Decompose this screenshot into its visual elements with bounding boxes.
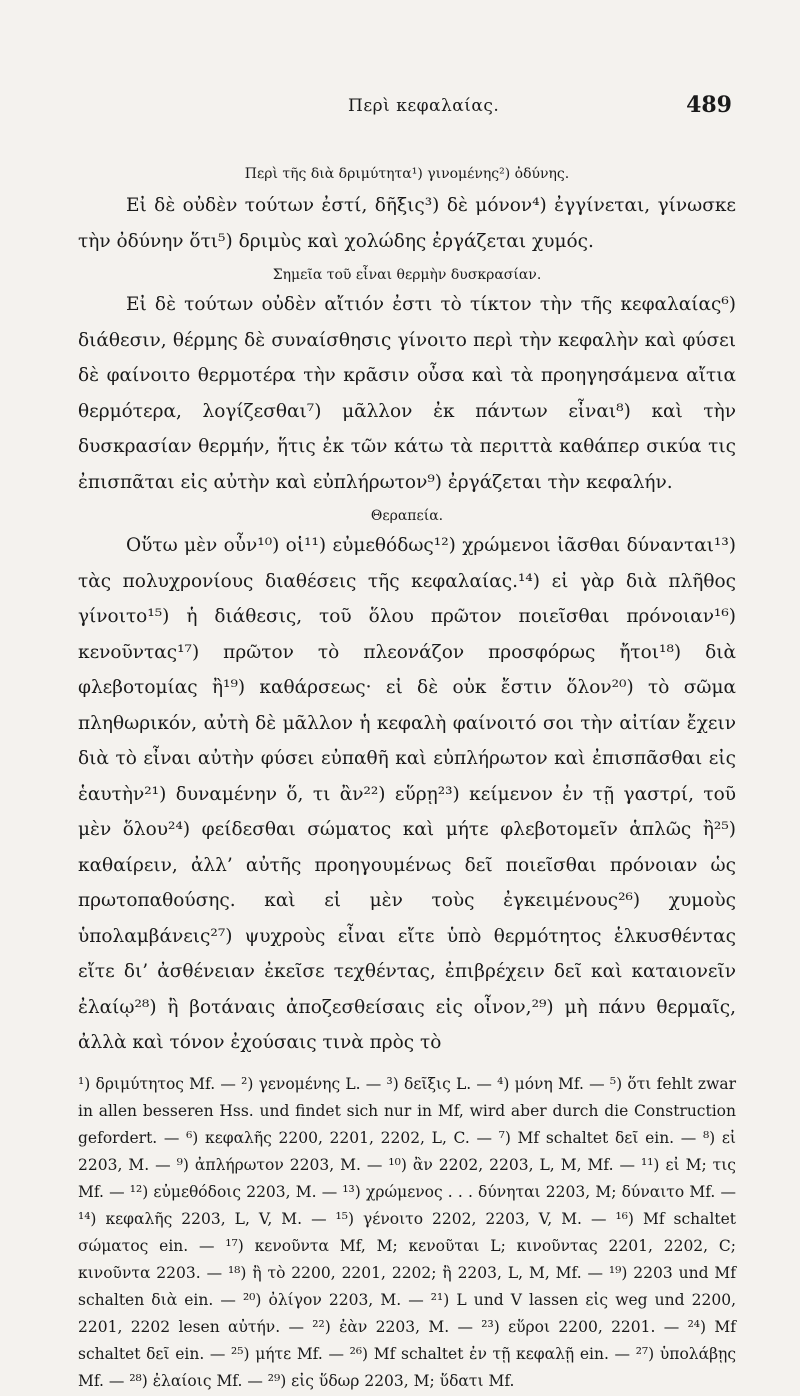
footnotes bbox=[78, 1071, 736, 1395]
paragraph-signs bbox=[78, 287, 736, 500]
page-number: 489 bbox=[686, 92, 732, 118]
section-heading-signs: Σημεῖα τοῦ εἶναι θερμὴν δυσκρασίαν. bbox=[272, 267, 542, 283]
section-heading-therapy: Θεραπεία. bbox=[370, 508, 444, 524]
paragraph-signs-text: Εἰ δὲ τούτων οὐδὲν αἴτιόν ἐστι τὸ τίκτον τὴν τῆς κεφαλαίας⁶) διάθεσιν, θέρμης δὲ συναίσθησις γίνοιτο περὶ τὴν κεφαλὴν καὶ φύσει δὲ φαίνοιτο θερμοτέρα τὴν κρᾶσιν οὖσα καὶ τὰ προηγησάμενα αἴτια θερμότερα, λογίζεσθαι⁷) μᾶλλον ἐκ πάντων εἶναι⁸) καὶ τὴν δυσκρασίαν θερμήν, ἥτις ἐκ τῶν κάτω τὰ περιττὰ καθάπερ σικύα τις ἐπισπᾶται εἰς αὐτὴν καὶ εὐπλήρωτον⁹) ἐργάζεται τὴν κεφαλήν. bbox=[78, 294, 736, 493]
running-title: Περὶ κεφαλαίας. bbox=[348, 96, 500, 116]
paragraph-pain-text: Εἰ δὲ οὐδὲν τούτων ἐστί, δῆξις³) δὲ μόνον⁴) ἐγγίνεται, γίνωσκε τὴν ὀδύνην ὅτι⁵) δριμὺς καὶ χολώδης ἐργάζεται χυμός. bbox=[78, 195, 736, 252]
running-head bbox=[78, 92, 736, 126]
footnote-block: ¹) δριμύτητος Mf. — ²) γενομένης L. — ³) δεῖξις L. — ⁴) μόνη Mf. — ⁵) ὅτι fehlt zwar in allen besseren Hss. und findet sich nur in Mf, wird aber durch die Construction gefordert. — ⁶) κεφαλῆς 2200, 2201, 2202, L, C. — ⁷) Mf schaltet δεῖ ein. — ⁸) εἰ 2203, M. — ⁹) ἀπλήρωτον 2203, M. — ¹⁰) ἂν 2202, 2203, L, M, Mf. — ¹¹) εἰ M; τις Mf. — ¹²) εὐμεθόδοις 2203, M. — ¹³) χρώμενος . . . δύνηται 2203, M; δύναιτο Mf. — ¹⁴) κεφαλῆς 2203, L, V, M. — ¹⁵) γένοιτο 2202, 2203, V, M. — ¹⁶) Mf schaltet σώματος ein. — ¹⁷) κενοῦντα Mf, M; κενοῦται L; κινοῦντας 2201, 2202, C; κινοῦντα 2203. — ¹⁸) ἢ τὸ 2200, 2201, 2202; ἢ 2203, L, M, Mf. — ¹⁹) 2203 und Mf schalten διὰ ein. — ²⁰) ὀλίγον 2203, M. — ²¹) L und V lassen εἰς weg und 2200, 2201, 2202 lesen αὐτήν. — ²²) ἐὰν 2203, M. — ²³) εὕροι 2200, 2201. — ²⁴) Mf schaltet δεῖ ein. — ²⁵) μήτε Mf. — ²⁶) Mf schaltet ἐν τῇ κεφαλῇ ein. — ²⁷) ὑπολάβῃς Mf. — ²⁸) ἐλαίοις Mf. — ²⁹) εἰς ὕδωρ 2203, M; ὕδατι Mf. bbox=[78, 1074, 736, 1390]
book-page bbox=[0, 92, 800, 1396]
paragraph-therapy bbox=[78, 528, 736, 1061]
paragraph-pain bbox=[78, 188, 736, 259]
section-heading-pain: Περὶ τῆς διὰ δριμύτητα¹) γινομένης²) ὀδύνης. bbox=[244, 166, 570, 182]
paragraph-therapy-text: Οὕτω μὲν οὖν¹⁰) οἱ¹¹) εὐμεθόδως¹²) χρώμενοι ἰᾶσθαι δύνανται¹³) τὰς πολυχρονίους διαθέσεις τῆς κεφαλαίας.¹⁴) εἰ γὰρ διὰ πλῆθος γίνοιτο¹⁵) ἡ διάθεσις, τοῦ ὅλου πρῶτον ποιεῖσθαι πρόνοιαν¹⁶) κενοῦντας¹⁷) πρῶτον τὸ πλεονάζον προσφόρως ἤτοι¹⁸) διὰ φλεβοτομίας ἢ¹⁹) καθάρσεως· εἰ δὲ οὐκ ἔστιν ὅλον²⁰) τὸ σῶμα πληθωρικόν, αὐτὴ δὲ μᾶλλον ἡ κεφαλὴ φαίνοιτό σοι τὴν αἰτίαν ἔχειν διὰ τὸ εἶναι αὐτὴν φύσει εὐπαθῆ καὶ εὐπλήρωτον καὶ ἐπισπᾶσθαι εἰς ἑαυτὴν²¹) δυναμένην ὅ, τι ἂν²²) εὕρῃ²³) κείμενον ἐν τῇ γαστρί, τοῦ μὲν ὅλου²⁴) φείδεσθαι σώματος καὶ μήτε φλεβοτομεῖν ἁπλῶς ἢ²⁵) καθαίρειν, ἀλλ’ αὐτῆς προηγουμένως δεῖ ποιεῖσθαι πρόνοιαν ὡς πρωτοπαθούσης. καὶ εἰ μὲν τοὺς ἐγκειμένους²⁶) χυμοὺς ὑπολαμβάνεις²⁷) ψυχροὺς εἶναι εἴτε ὑπὸ θερμότητος ἑλκυσθέντας εἴτε δι’ ἀσθένειαν ἐκεῖσε τεχθέντας, ἐπιβρέχειν δεῖ καὶ καταιονεῖν ἐλαίῳ²⁸) ἢ βοτάναις ἀποζεσθείσαις εἰς οἶνον,²⁹) μὴ πάνυ θερμαῖς, ἀλλὰ καὶ τόνον ἐχούσαις τινὰ πρὸς τὸ bbox=[78, 535, 736, 1053]
